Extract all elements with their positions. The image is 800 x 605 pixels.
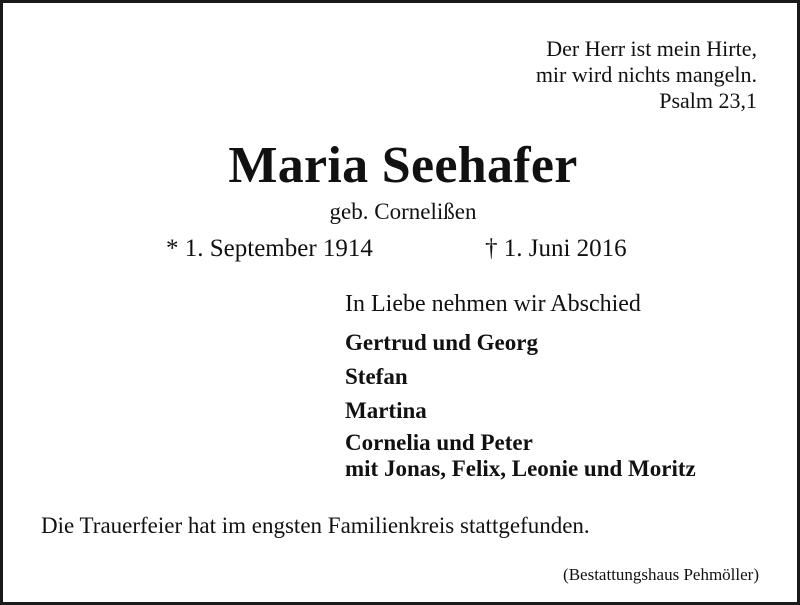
birth-name: geb. Cornelißen xyxy=(329,199,477,224)
mourner-entry: mit Jonas, Felix, Leonie und Moritz xyxy=(345,456,696,481)
mourners-list xyxy=(345,326,696,482)
psalm-reference: Psalm 23,1 xyxy=(659,88,757,113)
farewell-text: In Liebe nehmen wir Abschied xyxy=(345,291,641,317)
mourner-entry: Gertrud und Georg xyxy=(345,330,538,355)
psalm-quote xyxy=(536,36,757,114)
mourner-entry: Cornelia und Peter xyxy=(345,430,533,455)
undertaker-credit: (Bestattungshaus Pehmöller) xyxy=(563,565,759,584)
mourner-entry: Stefan xyxy=(345,364,408,389)
birth-date: * 1. September 1914 xyxy=(166,235,373,262)
death-date: † 1. Juni 2016 xyxy=(485,235,627,262)
psalm-line-2: mir wird nichts mangeln. xyxy=(535,62,757,87)
deceased-name: Maria Seehafer xyxy=(228,137,578,194)
mourner-entry: Martina xyxy=(345,398,427,423)
psalm-line-1: Der Herr ist mein Hirte, xyxy=(546,36,757,61)
ceremony-note: Die Trauerfeier hat im engsten Familienkreis stattgefunden. xyxy=(41,513,590,538)
